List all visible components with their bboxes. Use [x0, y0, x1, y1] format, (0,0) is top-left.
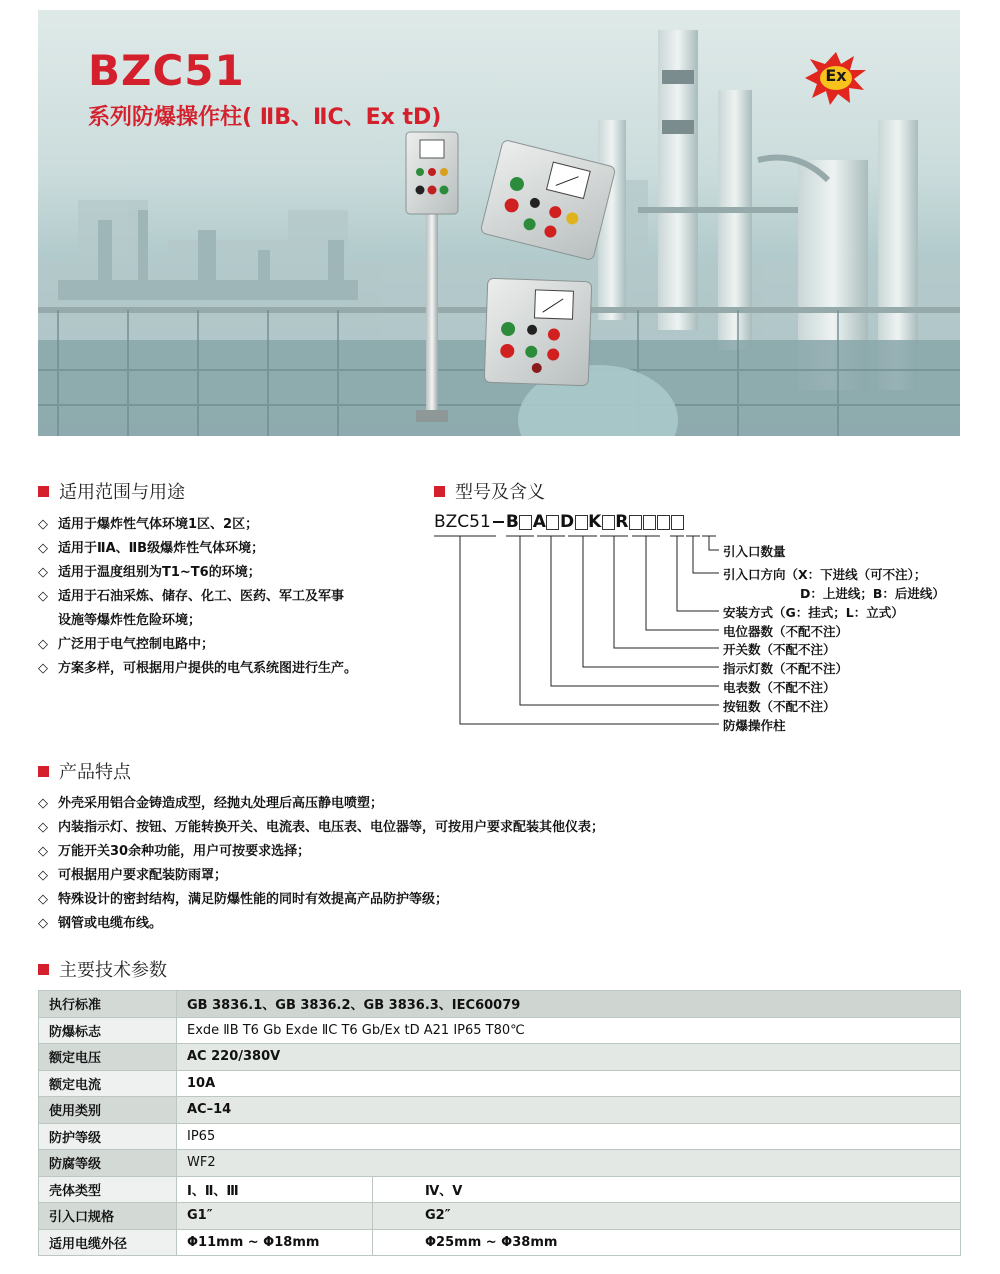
spec-key: 壳体类型	[39, 1176, 177, 1203]
model-placeholder-box	[657, 515, 670, 530]
list-item: ◇ 适用于ⅡA、ⅡB级爆炸性气体环境；	[38, 537, 357, 561]
table-row	[39, 1070, 961, 1097]
heading-marker-icon	[38, 766, 49, 777]
model-label: 防爆操作柱	[723, 718, 786, 733]
ex-badge	[804, 50, 868, 106]
product-title: BZC51	[88, 46, 245, 95]
spec-value: Exde ⅡB T6 Gb Exde ⅡC T6 Gb/Ex tD A21 IP65 T80℃	[177, 1017, 961, 1044]
spec-key: 额定电压	[39, 1044, 177, 1071]
model-letter: A	[532, 512, 546, 532]
list-item: ◇ 适用于爆炸性气体环境1区、2区；	[38, 513, 357, 537]
list-item: ◇ 钢管或电缆布线。	[38, 912, 604, 936]
spec-key: 防护等级	[39, 1123, 177, 1150]
model-label: 电位器数（不配不注）	[723, 624, 849, 639]
model-placeholder-box	[629, 515, 642, 530]
spec-value: AC–14	[177, 1097, 961, 1124]
table-row	[39, 1203, 961, 1230]
model-label: 按钮数（不配不注）	[723, 699, 836, 714]
spec-value: IP65	[177, 1123, 961, 1150]
spec-value: GB 3836.1、GB 3836.2、GB 3836.3、IEC60079	[177, 991, 961, 1018]
model-letter: B	[505, 512, 519, 532]
spec-key: 防爆标志	[39, 1017, 177, 1044]
diamond-icon: ◇	[38, 916, 48, 931]
spec-value: Φ25mm ~ Φ38mm	[373, 1229, 961, 1256]
scope-list	[38, 513, 357, 681]
spec-value: Ⅰ、Ⅱ、Ⅲ	[177, 1176, 373, 1203]
model-heading-text: 型号及含义	[455, 482, 545, 503]
model-code-diagram	[434, 512, 974, 742]
spec-value: WF2	[177, 1150, 961, 1177]
diamond-icon: ◇	[38, 637, 48, 652]
list-item: ◇ 广泛用于电气控制电路中；	[38, 633, 357, 657]
diamond-icon: ◇	[38, 844, 48, 859]
spec-key: 引入口规格	[39, 1203, 177, 1230]
model-prefix: BZC51	[434, 512, 491, 532]
table-row	[39, 1229, 961, 1256]
diamond-icon: ◇	[38, 868, 48, 883]
list-item: ◇ 适用于石油采炼、储存、化工、医药、军工及军事	[38, 585, 357, 609]
table-row	[39, 1097, 961, 1124]
list-item-continuation: 设施等爆炸性危险环境；	[58, 613, 202, 628]
diamond-icon: ◇	[38, 796, 48, 811]
model-letter: R	[615, 512, 629, 532]
table-row	[39, 1044, 961, 1071]
model-leader-lines	[434, 512, 974, 742]
features-heading	[38, 760, 131, 782]
scope-heading-text: 适用范围与用途	[59, 482, 185, 503]
spec-value: AC 220/380V	[177, 1044, 961, 1071]
table-row	[39, 1176, 961, 1203]
list-item: ◇ 方案多样，可根据用户提供的电气系统图进行生产。	[38, 657, 357, 681]
heading-marker-icon	[38, 486, 49, 497]
spec-value: Φ11mm ~ Φ18mm	[177, 1229, 373, 1256]
model-placeholder-box	[643, 515, 656, 530]
list-item: ◇ 特殊设计的密封结构，满足防爆性能的同时有效提高产品防护等级；	[38, 888, 604, 912]
features-list	[38, 792, 604, 936]
model-label: 安装方式（G：挂式；L：立式）	[723, 605, 904, 620]
model-label: 引入口方向（X：下进线（可不注）；	[723, 567, 927, 582]
model-label: 引入口数量	[723, 544, 786, 559]
diamond-icon: ◇	[38, 565, 48, 580]
list-item: ◇ 适用于温度组别为T1~T6的环境；	[38, 561, 357, 585]
spec-table	[38, 990, 961, 1256]
table-row	[39, 1123, 961, 1150]
list-item: ◇ 可根据用户要求配装防雨罩；	[38, 864, 604, 888]
model-placeholder-box	[671, 515, 684, 530]
spec-value: G2″	[373, 1203, 961, 1230]
specs-heading	[38, 958, 167, 980]
model-letter: D	[559, 512, 575, 532]
model-label: 指示灯数（不配不注）	[723, 661, 849, 676]
model-heading	[434, 480, 545, 502]
model-label: D：上进线；B：后进线）	[800, 586, 945, 601]
model-placeholder-box	[602, 515, 615, 530]
product-subtitle: 系列防爆操作柱( ⅡB、ⅡC、Ex tD)	[88, 105, 442, 130]
hero-banner	[38, 10, 960, 436]
heading-marker-icon	[434, 486, 445, 497]
heading-marker-icon	[38, 964, 49, 975]
spec-value: G1″	[177, 1203, 373, 1230]
spec-key: 执行标准	[39, 991, 177, 1018]
model-label: 开关数（不配不注）	[723, 642, 836, 657]
model-label: 电表数（不配不注）	[723, 680, 836, 695]
model-placeholder-box	[575, 515, 588, 530]
table-row	[39, 1017, 961, 1044]
model-letter: K	[588, 512, 602, 532]
spec-value: Ⅳ、Ⅴ	[373, 1176, 961, 1203]
table-row	[39, 1150, 961, 1177]
specs-heading-text: 主要技术参数	[59, 960, 167, 981]
spec-key: 适用电缆外径	[39, 1229, 177, 1256]
column-pole	[426, 206, 438, 418]
spec-key: 使用类别	[39, 1097, 177, 1124]
diamond-icon: ◇	[38, 589, 48, 604]
list-item: ◇ 外壳采用铝合金铸造成型，经抛丸处理后高压静电喷塑；	[38, 792, 604, 816]
ex-badge-label: Ex	[825, 66, 847, 85]
diamond-icon: ◇	[38, 517, 48, 532]
list-item: ◇ 万能开关30余种功能，用户可按要求选择；	[38, 840, 604, 864]
list-item: ◇ 内装指示灯、按钮、万能转换开关、电流表、电压表、电位器等，可按用户要求配装其他仪表；	[38, 816, 604, 840]
model-placeholder-box	[519, 515, 532, 530]
spec-value: 10A	[177, 1070, 961, 1097]
features-heading-text: 产品特点	[59, 762, 131, 783]
spec-key: 防腐等级	[39, 1150, 177, 1177]
diamond-icon: ◇	[38, 661, 48, 676]
diamond-icon: ◇	[38, 820, 48, 835]
diamond-icon: ◇	[38, 892, 48, 907]
model-dash	[493, 521, 504, 524]
spec-key: 额定电流	[39, 1070, 177, 1097]
table-row	[39, 991, 961, 1018]
scope-heading	[38, 480, 185, 502]
diamond-icon: ◇	[38, 541, 48, 556]
model-code	[434, 512, 684, 532]
model-placeholder-box	[546, 515, 559, 530]
